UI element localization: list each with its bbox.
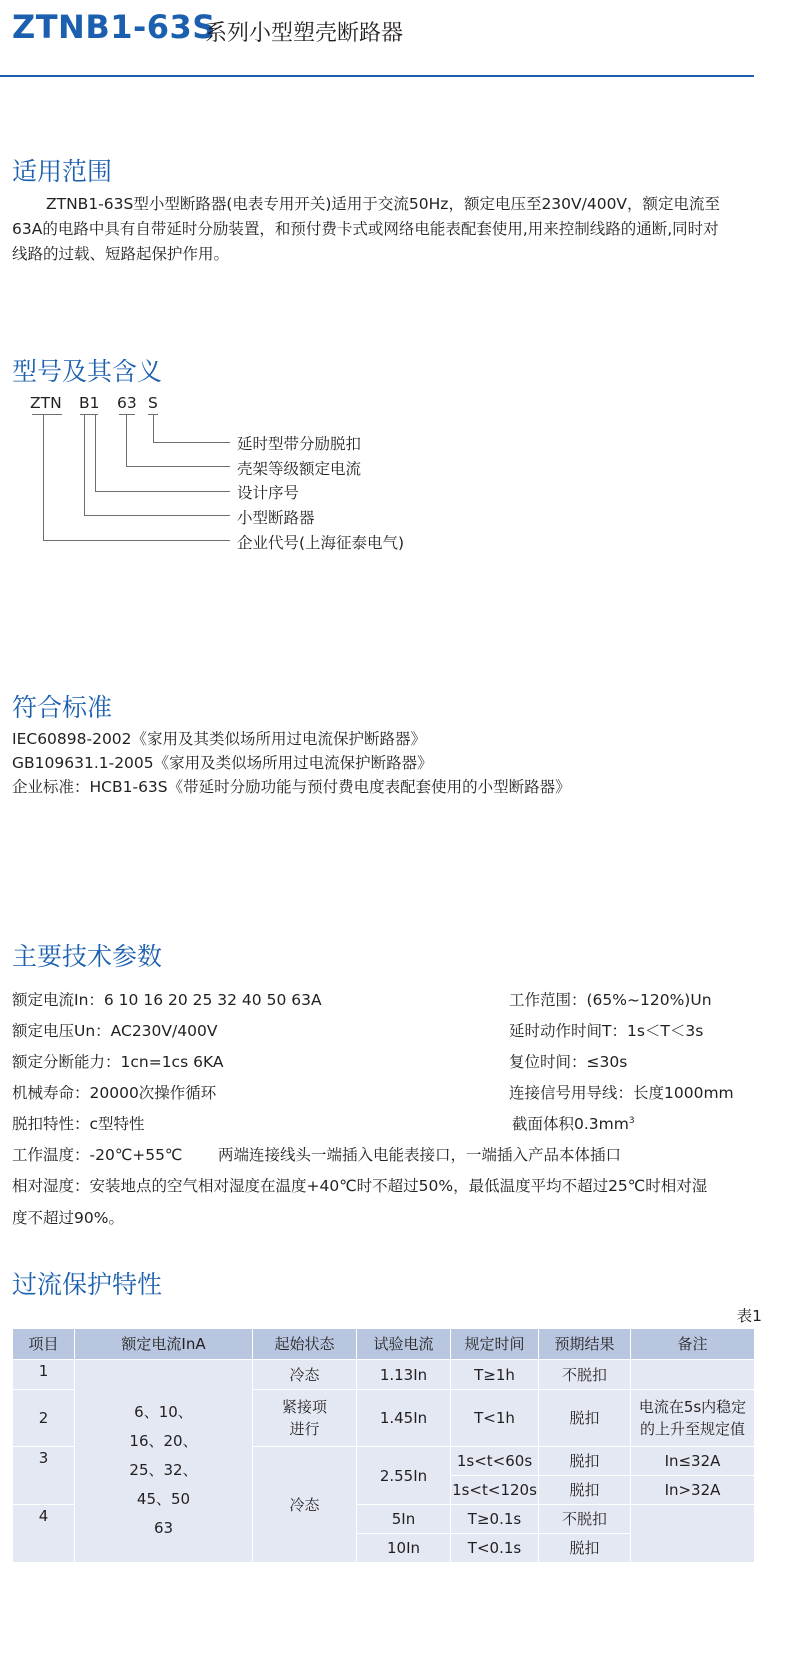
param-delay-time: 延时动作时间T：1s＜T＜3s bbox=[509, 1022, 704, 1040]
meaning-design-number: 设计序号 bbox=[237, 484, 300, 502]
param-signal-wire: 连接信号用导线：长度1000mm bbox=[509, 1084, 734, 1102]
scope-line: ZTNB1-63S型小型断路器(电表专用开关)适用于交流50Hz，额定电压至230V/400V，额定电流至 bbox=[46, 195, 721, 213]
leader-line bbox=[43, 414, 44, 540]
superscript: 3 bbox=[628, 1115, 635, 1126]
rated-line: 25、32、 bbox=[129, 1461, 198, 1479]
scope-paragraph bbox=[12, 192, 764, 267]
cell-state: 冷态 bbox=[253, 1447, 357, 1563]
meaning-company-code: 企业代号(上海征泰电气) bbox=[237, 534, 405, 552]
rated-line: 6、10、 bbox=[134, 1403, 193, 1421]
table-row bbox=[13, 1360, 755, 1390]
cell-result: 脱扣 bbox=[539, 1476, 631, 1505]
cell-current: 1.13In bbox=[357, 1360, 451, 1390]
cell-time: 1s<t<120s bbox=[451, 1476, 539, 1505]
header-rated-current: 额定电流InA bbox=[75, 1329, 253, 1360]
section-title-params: 主要技术参数 bbox=[12, 942, 163, 971]
code-delay: S bbox=[148, 394, 158, 412]
section-title-standards: 符合标准 bbox=[12, 693, 113, 722]
header-initial-state: 起始状态 bbox=[253, 1329, 357, 1360]
cell-current: 5In bbox=[357, 1505, 451, 1534]
param-humidity-line: 度不超过90%。 bbox=[12, 1209, 124, 1227]
cell-state: 紧接项进行 bbox=[253, 1390, 357, 1447]
param-reset-time: 复位时间：≤30s bbox=[509, 1053, 628, 1071]
product-model: ZTNB1-63S bbox=[12, 8, 216, 46]
param-trip-characteristic: 脱扣特性：c型特性 bbox=[12, 1115, 145, 1133]
product-series-name: 系列小型塑壳断路器 bbox=[205, 21, 404, 46]
cell-result: 脱扣 bbox=[539, 1534, 631, 1563]
cell-result: 脱扣 bbox=[539, 1447, 631, 1476]
leader-line bbox=[153, 442, 230, 443]
param-rated-current: 额定电流In：6 10 16 20 25 32 40 50 63A bbox=[12, 991, 322, 1009]
leader-line bbox=[84, 414, 85, 515]
cell-time: T≥0.1s bbox=[451, 1505, 539, 1534]
section-title-overcurrent: 过流保护特性 bbox=[12, 1270, 163, 1299]
wire-section-text: 截面体积0.3mm bbox=[512, 1115, 629, 1133]
header-note: 备注 bbox=[631, 1329, 755, 1360]
section-title-scope: 适用范围 bbox=[12, 157, 113, 186]
cell-result: 脱扣 bbox=[539, 1390, 631, 1447]
cell-result: 不脱扣 bbox=[539, 1360, 631, 1390]
cell-time: T<1h bbox=[451, 1390, 539, 1447]
cell-time: 1s<t<60s bbox=[451, 1447, 539, 1476]
cell-note: In≤32A bbox=[631, 1447, 755, 1476]
cell-note bbox=[631, 1505, 755, 1563]
cell-item: 2 bbox=[13, 1390, 75, 1447]
leader-line bbox=[43, 540, 230, 541]
param-humidity-line: 相对湿度：安装地点的空气相对湿度在温度+40℃时不超过50%，最低温度平均不超过25℃时相对湿 bbox=[12, 1177, 708, 1195]
code-underline bbox=[119, 414, 135, 415]
standards-list bbox=[12, 727, 764, 799]
code-company: ZTN bbox=[30, 394, 62, 412]
cell-result: 不脱扣 bbox=[539, 1505, 631, 1534]
param-operating-range: 工作范围：(65%~120%)Un bbox=[509, 991, 712, 1009]
header-time: 规定时间 bbox=[451, 1329, 539, 1360]
rated-line: 45、50 bbox=[136, 1490, 191, 1508]
leader-line bbox=[153, 414, 154, 442]
cell-note: 电流在5s内稳定的上升至规定值 bbox=[631, 1390, 755, 1447]
standard-item: GB109631.1-2005《家用及类似场所用过电流保护断路器》 bbox=[12, 754, 433, 772]
param-connection-note: 两端连接线头一端插入电能表接口，一端插入产品本体插口 bbox=[218, 1146, 622, 1164]
leader-line bbox=[126, 466, 230, 467]
param-rated-voltage: 额定电压Un：AC230V/400V bbox=[12, 1022, 218, 1040]
cell-item: 1 bbox=[13, 1360, 75, 1390]
meaning-mini-breaker: 小型断路器 bbox=[237, 509, 315, 527]
standard-item: 企业标准：HCB1-63S《带延时分励功能与预付费电度表配套使用的小型断路器》 bbox=[12, 778, 571, 796]
cell-item: 4 bbox=[13, 1505, 75, 1563]
param-wire-section bbox=[512, 1112, 635, 1134]
table-label: 表1 bbox=[736, 1307, 762, 1325]
cell-time: T<0.1s bbox=[451, 1534, 539, 1563]
code-frame: 63 bbox=[117, 394, 137, 412]
leader-line bbox=[84, 515, 230, 516]
header-divider bbox=[0, 75, 754, 77]
meaning-frame-current: 壳架等级额定电流 bbox=[237, 460, 362, 478]
cell-item: 3 bbox=[13, 1447, 75, 1505]
cell-time: T≥1h bbox=[451, 1360, 539, 1390]
header-test-current: 试验电流 bbox=[357, 1329, 451, 1360]
cell-note: In>32A bbox=[631, 1476, 755, 1505]
leader-line bbox=[126, 414, 127, 466]
header-result: 预期结果 bbox=[539, 1329, 631, 1360]
cell-current: 1.45In bbox=[357, 1390, 451, 1447]
standard-item: IEC60898-2002《家用及其类似场所用过电流保护断路器》 bbox=[12, 730, 427, 748]
table-header-row bbox=[13, 1329, 755, 1360]
param-breaking-capacity: 额定分断能力：1cn=1cs 6KA bbox=[12, 1053, 224, 1071]
overcurrent-table bbox=[12, 1328, 755, 1563]
cell-current: 2.55In bbox=[357, 1447, 451, 1505]
section-title-model-meaning: 型号及其含义 bbox=[12, 357, 163, 386]
leader-line bbox=[95, 414, 96, 491]
leader-line bbox=[95, 491, 230, 492]
cell-state: 冷态 bbox=[253, 1360, 357, 1390]
scope-line: 线路的过载、短路起保护作用。 bbox=[12, 245, 230, 263]
code-underline bbox=[32, 414, 62, 415]
header-item: 项目 bbox=[13, 1329, 75, 1360]
rated-line: 16、20、 bbox=[129, 1432, 198, 1450]
code-type: B1 bbox=[79, 394, 100, 412]
cell-note bbox=[631, 1360, 755, 1390]
scope-line: 63A的电路中具有自带延时分励装置，和预付费卡式或网络电能表配套使用,用来控制线路的通断,同时对 bbox=[12, 220, 719, 238]
cell-current: 10In bbox=[357, 1534, 451, 1563]
param-operating-temp: 工作温度：-20℃+55℃ bbox=[12, 1146, 183, 1164]
rated-line: 63 bbox=[153, 1519, 174, 1537]
param-mechanical-life: 机械寿命：20000次操作循环 bbox=[12, 1084, 217, 1102]
cell-rated-current bbox=[75, 1360, 253, 1563]
meaning-delay-shunt: 延时型带分励脱扣 bbox=[237, 435, 362, 453]
